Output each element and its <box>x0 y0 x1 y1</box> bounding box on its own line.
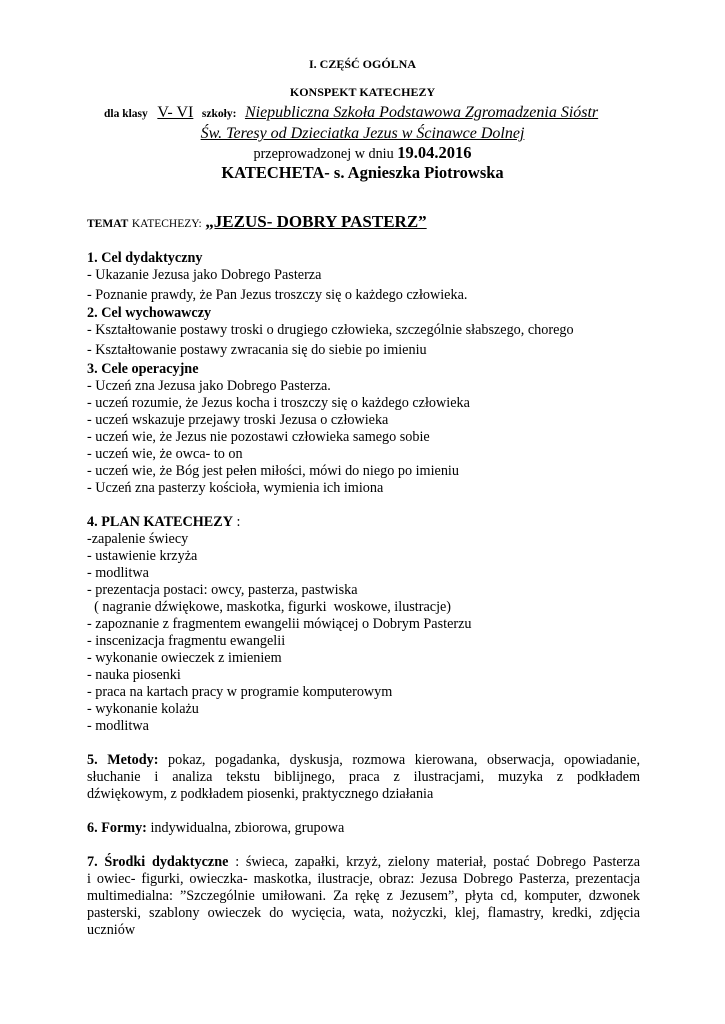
section-didactic-heading: 1. Cel dydaktyczny <box>87 250 203 266</box>
methods-heading: 5. Metody: <box>87 752 159 768</box>
aids-line4: pasterski, szablony owieczek do wycięcia, wata, nożyczki, klej, flamastry, kredki, zdjęcia <box>87 905 640 921</box>
school-label: szkoły: <box>201 108 237 120</box>
plan-heading-text: 4. PLAN KATECHEZY <box>87 514 233 530</box>
methods-line1 <box>87 752 640 769</box>
plan-heading-suffix: : <box>232 514 241 530</box>
list-item: -zapalenie świecy <box>87 531 189 547</box>
list-item: - modlitwa <box>87 565 149 581</box>
list-item: - uczeń wie, że Bóg jest pełen miłości, mówi do niego po imieniu <box>87 463 459 479</box>
list-item: - zapoznanie z fragmentem ewangelii mówiącej o Dobrym Pasterzu <box>87 616 472 632</box>
date-label: przeprowadzonej w dniu <box>253 146 394 162</box>
list-item: - praca na kartach pracy w programie komputerowym <box>87 684 393 700</box>
list-item: - Uczeń zna pasterzy kościoła, wymienia ich imiona <box>87 480 384 496</box>
aids-line1 <box>87 854 640 871</box>
catechist: KATECHETA- s. Agnieszka Piotrowska <box>221 163 504 182</box>
list-item: - wykonanie owieczek z imieniem <box>87 650 282 666</box>
list-item: - ustawienie krzyża <box>87 548 198 564</box>
school-name-line1: Niepubliczna Szkoła Podstawowa Zgromadzenia Sióstr <box>244 104 599 121</box>
list-item: - inscenizacja fragmentu ewangelii <box>87 633 286 649</box>
class-label: dla klasy <box>104 108 148 120</box>
list-item: - Kształtowanie postawy troski o drugiego człowieka, szczególnie słabszego, chorego <box>87 322 574 338</box>
list-item: ( nagranie dźwiękowe, maskotka, figurki woskowe, ilustracje) <box>87 599 452 615</box>
list-item: - Kształtowanie postawy zwracania się do siebie po imieniu <box>87 342 427 358</box>
list-item: - uczeń rozumie, że Jezus kocha i troszczy się o każdego człowieka <box>87 395 470 411</box>
forms-text: indywidualna, zbiorowa, grupowa <box>150 820 345 836</box>
methods-line2: słuchanie i analiza tekstu biblijnego, praca z ilustracjami, muzyka z podkładem <box>87 769 640 785</box>
class-school-line <box>104 104 598 123</box>
list-item: - nauka piosenki <box>87 667 181 683</box>
forms-line <box>87 820 344 837</box>
topic-value: „JEZUS- DOBRY PASTERZ” <box>205 212 427 231</box>
list-item: - wykonanie kolażu <box>87 701 199 717</box>
methods-line3: dźwiękowym, z podkładem piosenki, praktycznego działania <box>87 786 434 802</box>
forms-heading: 6. Formy: <box>87 820 147 836</box>
aids-heading: 7. Środki dydaktyczne <box>87 854 229 870</box>
date-line <box>0 144 725 163</box>
list-item: - Uczeń zna Jezusa jako Dobrego Pasterza. <box>87 378 331 394</box>
list-item: - modlitwa <box>87 718 149 734</box>
list-item: - uczeń wskazuje przejawy troski Jezusa o człowieka <box>87 412 389 428</box>
list-item: - uczeń wie, że Jezus nie pozostawi człowieka samego sobie <box>87 429 430 445</box>
aids-line3: multimedialna: ”Szczególnie umiłowani. Za rękę z Jezusem”, płyta cd, komputer, dzwonek <box>87 888 640 904</box>
section-operational-heading: 3. Cele operacyjne <box>87 361 199 377</box>
topic-label-rest: KATECHEZY: <box>131 218 202 230</box>
aids-line5: uczniów <box>87 922 136 938</box>
section-educational-heading: 2. Cel wychowawczy <box>87 305 212 321</box>
list-item: - uczeń wie, że owca- to on <box>87 446 243 462</box>
topic-line <box>87 213 427 233</box>
topic-label-bold: TEMAT <box>87 218 129 230</box>
class-value: V- VI <box>157 104 194 121</box>
date-value: 19.04.2016 <box>397 143 472 162</box>
list-item: - Ukazanie Jezusa jako Dobrego Pasterza <box>87 267 322 283</box>
school-name-line2: Św. Teresy od Dzieciatka Jezus w Ścinawce Dolnej <box>200 125 525 142</box>
part-title: I. CZĘŚĆ OGÓLNA <box>308 57 417 71</box>
aids-text-1: : świeca, zapałki, krzyż, zielony materiał, postać Dobrego Pasterza <box>235 854 640 870</box>
list-item: - prezentacja postaci: owcy, pasterza, pastwiska <box>87 582 358 598</box>
aids-line2: i owiec- figurki, owieczka- maskotka, ilustracje, obraz: Jezusa Dobrego Pasterza, prezentacja <box>87 871 640 887</box>
list-item: - Poznanie prawdy, że Pan Jezus troszczy się o każdego człowieka. <box>87 287 468 303</box>
document-title: KONSPEKT KATECHEZY <box>289 85 436 99</box>
methods-text-1: pokaz, pogadanka, dyskusja, rozmowa kierowana, obserwacja, opowiadanie, <box>168 752 641 768</box>
section-plan-heading <box>87 514 240 531</box>
